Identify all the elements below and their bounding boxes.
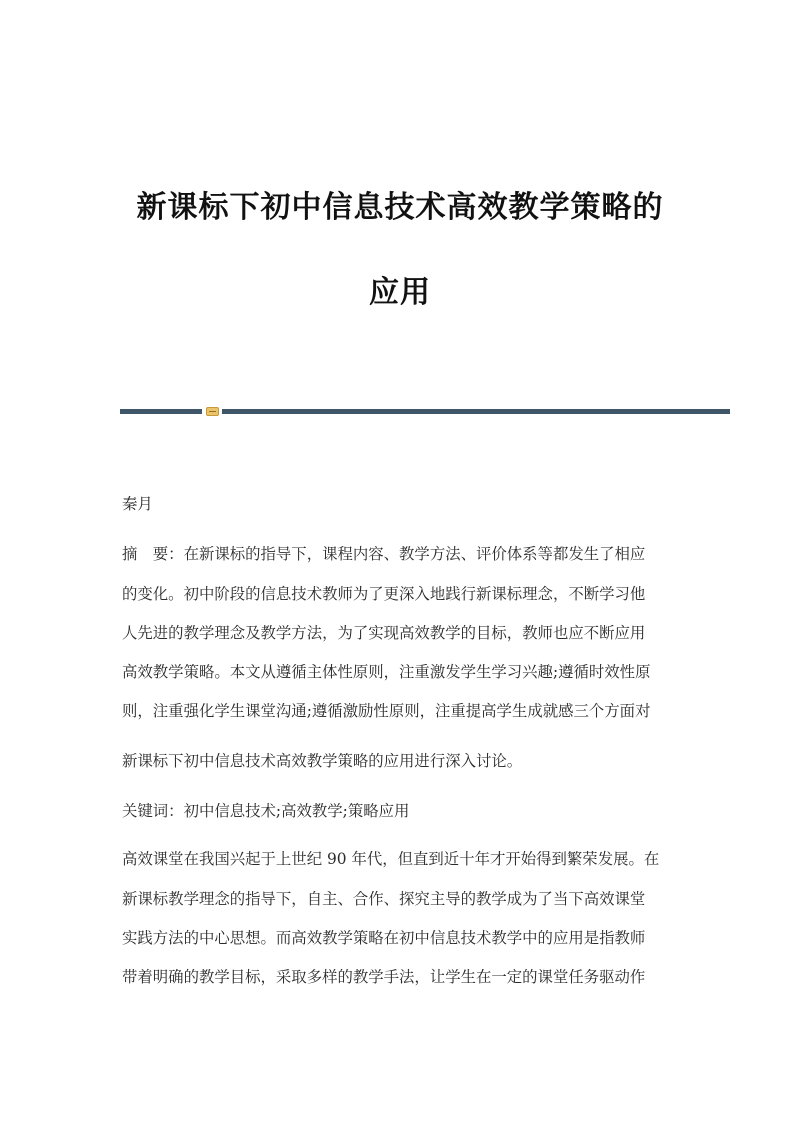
keywords: 关键词：初中信息技术;高效教学;策略应用 [122,802,410,820]
body-line: 新课标教学理念的指导下，自主、合作、探究主导的教学成为了当下高效课堂 [122,890,646,908]
abstract-line: 新课标下初中信息技术高效教学策略的应用进行深入讨论。 [122,752,523,770]
abstract-line: 则，注重强化学生课堂沟通;遵循激励性原则，注重提高学生成就感三个方面对 [122,702,651,720]
page-title-line-1: 新课标下初中信息技术高效教学策略的 [136,190,664,225]
page-title-line-2: 应用 [369,275,431,310]
body-line: 实践方法的中心思想。而高效教学策略在初中信息技术教学中的应用是指教师 [122,929,646,947]
abstract-line: 人先进的教学理念及教学方法，为了实现高效教学的目标，教师也应不断应用 [122,624,646,642]
abstract-line: 的变化。初中阶段的信息技术教师为了更深入地践行新课标理念，不断学习他 [122,585,646,603]
divider-ornament-icon [206,407,219,416]
divider-left-bar [120,409,202,414]
body-line: 高效课堂在我国兴起于上世纪 90 年代，但直到近十年才开始得到繁荣发展。在 [122,850,660,868]
body-line: 带着明确的教学目标，采取多样的教学手法，让学生在一定的课堂任务驱动作 [122,968,646,986]
abstract-line: 摘 要：在新课标的指导下，课程内容、教学方法、评价体系等都发生了相应 [122,545,646,563]
abstract-line: 高效教学策略。本文从遵循主体性原则，注重激发学生学习兴趣;遵循时效性原 [122,663,651,681]
author-name: 秦月 [122,495,153,513]
divider-right-bar [222,409,730,414]
title-divider [120,407,730,415]
